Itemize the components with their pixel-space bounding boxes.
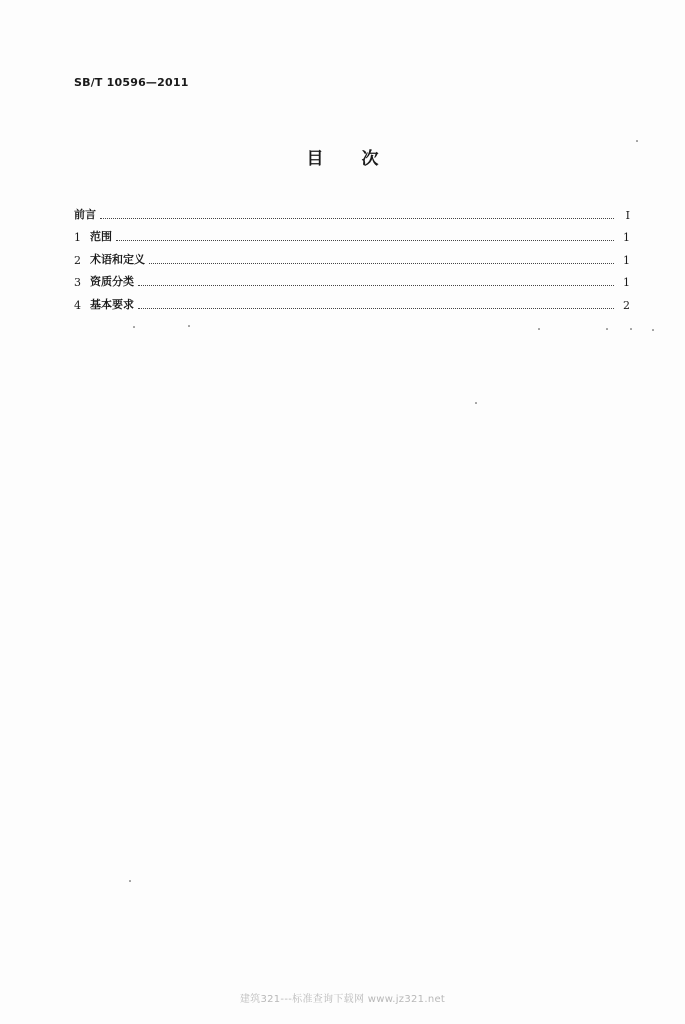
toc-entry-number: 3 [74,276,81,289]
dot-leader [138,285,614,286]
table-of-contents [74,199,630,312]
toc-entry-number: 2 [74,253,81,267]
toc-entry-label: 基本要求 [90,297,134,311]
toc-heading: 目次 [306,149,417,169]
toc-entry-label: 术语和定义 [90,252,145,266]
dot-leader [100,218,614,219]
dot-leader [116,240,614,241]
scan-speck [538,328,540,330]
toc-entry-page: I [625,208,630,222]
dot-leader [138,308,614,309]
toc-entry-page: 1 [623,253,630,267]
scan-speck [188,325,190,327]
toc-entry-foreword[interactable] [74,199,630,222]
scan-speck [133,326,135,328]
scan-speck [652,329,654,331]
scan-speck [129,880,131,882]
scan-speck [475,402,477,404]
toc-entry-page: 1 [623,276,630,289]
toc-entry-number: 4 [74,298,81,312]
toc-entry-label: 前言 [74,207,96,221]
toc-entry-scope[interactable] [74,222,630,245]
scan-speck [636,140,638,142]
dot-leader [149,263,614,264]
toc-entry-label: 范围 [90,230,112,243]
toc-entry-page: 2 [623,298,630,312]
toc-entry-page: 1 [623,231,630,244]
standard-code: SB/T 10596—2011 [74,76,189,89]
toc-entry-terms[interactable] [74,244,630,267]
site-watermark: 建筑321---标准查询下载网 www.jz321.net [239,994,446,1005]
scan-speck [630,328,632,330]
toc-entry-label: 资质分类 [90,275,134,288]
toc-entry-requirements[interactable] [74,289,630,312]
scan-speck [606,328,608,330]
toc-entry-classification[interactable] [74,267,630,290]
toc-entry-number: 1 [74,231,81,244]
